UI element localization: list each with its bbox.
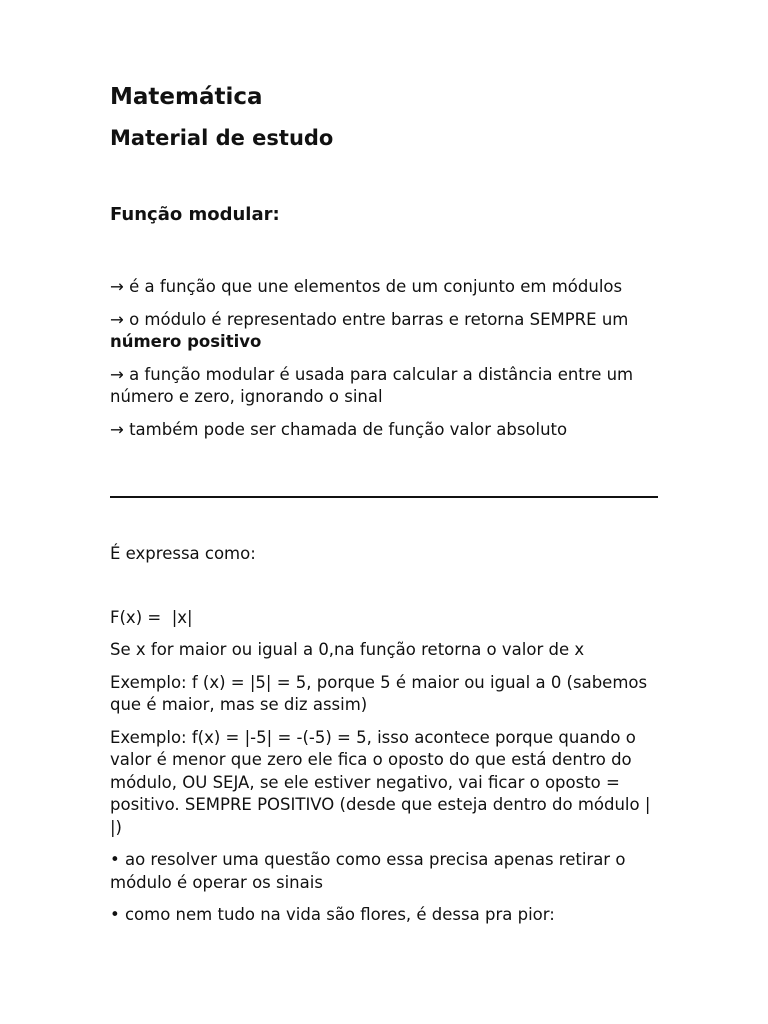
bullet-text: é a função que une elementos de um conjunto em módulos [123, 277, 623, 296]
arrow-icon: → [110, 419, 124, 439]
arrow-bullet-item [110, 419, 660, 442]
paragraph: Exemplo: f(x) = |-5| = -(-5) = 5, isso acontece porque quando o valor é menor que zero ele fica o oposto do que está dentro do módulo, OU SEJA, se ele estiver negativo, vai ficar o oposto = positivo. SEMPRE POSITIVO (desde que esteja dentro do módulo | |) [110, 727, 651, 837]
arrow-icon: → [110, 364, 124, 384]
document-subtitle: Material de estudo [110, 126, 334, 150]
bullet-text: a função modular é usada para calcular a distância entre um número e zero, ignorando o sinal [110, 364, 634, 406]
formula: F(x) = |x| [110, 608, 193, 627]
arrow-icon: → [110, 277, 124, 296]
arrow-icon: → [110, 309, 124, 329]
paragraph: • como nem tudo na vida são flores, é dessa pra pior: [110, 905, 555, 924]
arrow-bullet-list [110, 276, 660, 451]
paragraph: Se x for maior ou igual a 0,na função retorna o valor de x [110, 640, 585, 659]
bullet-text: também pode ser chamada de função valor absoluto [123, 419, 568, 439]
explanation-block [110, 639, 662, 937]
paragraph: Exemplo: f (x) = |5| = 5, porque 5 é maior ou igual a 0 (sabemos que é maior, mas se diz assim) [110, 672, 648, 714]
section-heading: Função modular: [110, 204, 280, 225]
expression-intro: É expressa como: [110, 544, 256, 563]
arrow-bullet-item [110, 309, 660, 354]
bullet-text: o módulo é representado entre barras e retorna SEMPRE um [123, 309, 629, 329]
arrow-bullet-item [110, 276, 660, 299]
arrow-bullet-item [110, 364, 660, 409]
bullet-bold-text: número positivo [110, 332, 262, 351]
document-title: Matemática [110, 84, 263, 110]
paragraph: • ao resolver uma questão como essa precisa apenas retirar o módulo é operar os sinais [110, 850, 626, 892]
horizontal-divider [110, 496, 658, 498]
